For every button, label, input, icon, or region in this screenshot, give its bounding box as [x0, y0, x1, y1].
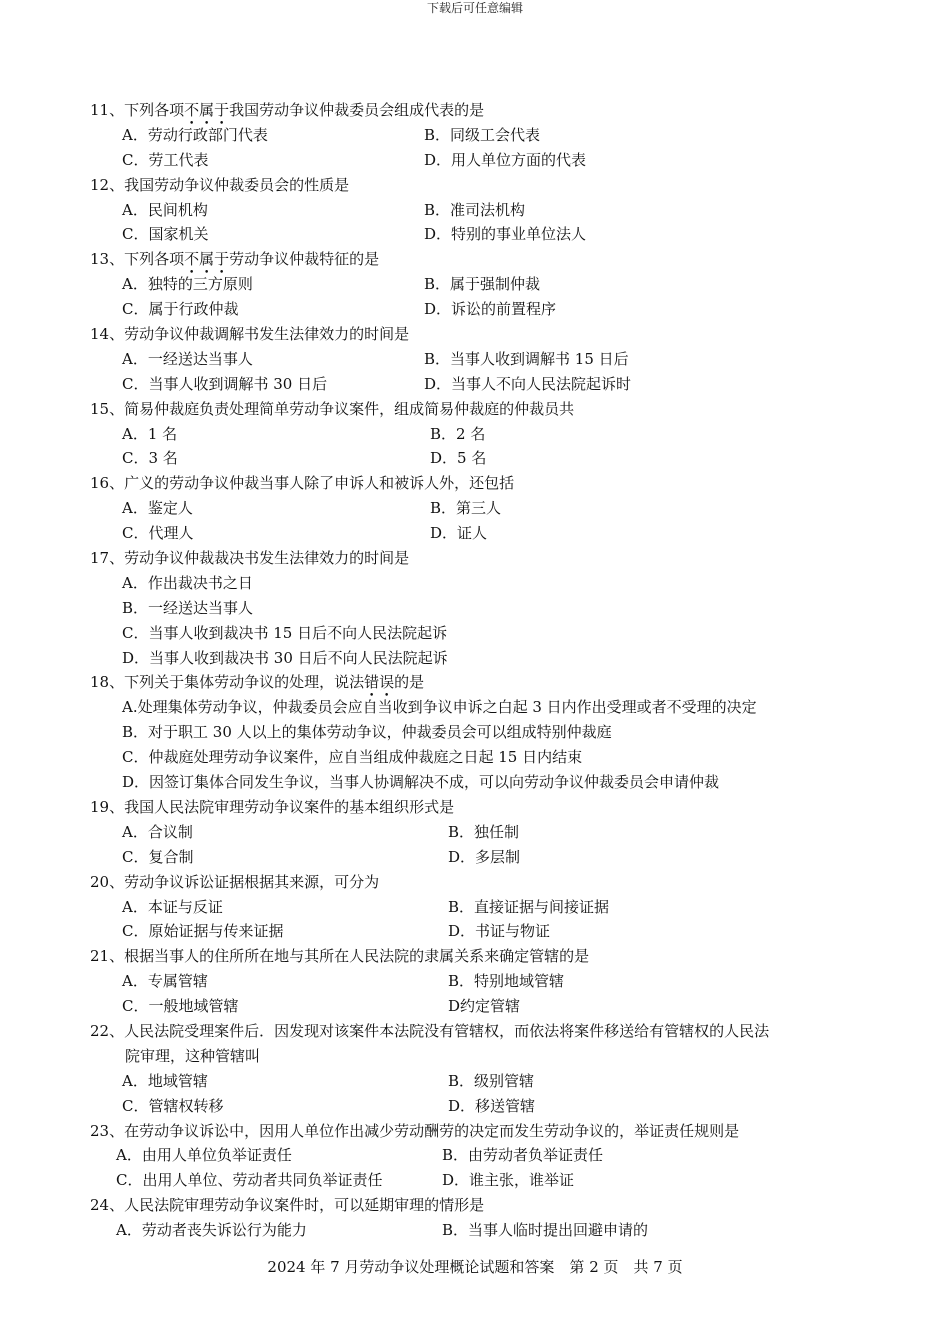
question-17-option-d: D．当事人收到裁决书 30 日后不向人民法院起诉 [122, 648, 448, 667]
question-20-options-row-1 [90, 895, 890, 920]
question-23-options-row-1 [90, 1143, 890, 1168]
option-d: D．谁主张，谁举证 [442, 1171, 575, 1190]
option-d: D．特别的事业单位法人 [424, 225, 587, 244]
question-23-stem: 23、在劳动争议诉讼中，因用人单位作出减少劳动酬劳的决定而发生劳动争议的，举证责任规则是 [90, 1121, 740, 1140]
question-22-options-row-1 [90, 1069, 890, 1094]
question-21-stem: 21、根据当事人的住所所在地与其所在人民法院的隶属关系来确定管辖的是 [90, 947, 590, 966]
question-22-options-row-2 [90, 1094, 890, 1119]
option-a: A．劳动者丧失诉讼行为能力 [116, 1221, 307, 1240]
option-c: C．代理人 [122, 524, 194, 543]
option-c: C．一般地域管辖 [122, 997, 239, 1016]
question-15-options-row-1 [90, 422, 890, 447]
option-b: B．直接证据与间接证据 [448, 897, 610, 916]
option-c: C．管辖权转移 [122, 1096, 224, 1115]
question-12-stem: 12、我国劳动争议仲裁委员会的性质是 [90, 175, 350, 194]
option-d: D约定管辖 [448, 997, 521, 1016]
question-17-option-a: A．作出裁决书之日 [122, 573, 253, 592]
question-18-stem: 18、下列关于集体劳动争议的处理，说法错误的是 [90, 673, 425, 692]
question-18-option-a: A.处理集体劳动争议，仲裁委员会应自当收到争议申诉之白起 3 日内作出受理或者不受理的决定 [122, 698, 757, 717]
option-b: B．特别地域管辖 [448, 972, 565, 991]
option-c: C．当事人收到调解书 30 日后 [122, 374, 328, 393]
page-header: 下载后可任意编辑 [426, 1, 523, 15]
question-23-options-row-2 [90, 1168, 890, 1193]
option-b: B．同级工会代表 [424, 125, 541, 144]
option-a: A．民间机构 [122, 200, 208, 219]
option-a: A．由用人单位负举证责任 [116, 1146, 292, 1165]
option-b: B．独任制 [448, 822, 520, 841]
question-20-stem: 20、劳动争议诉讼证据根据其来源，可分为 [90, 872, 380, 891]
option-d: D．多层制 [448, 847, 521, 866]
option-b: B．当事人收到调解书 15 日后 [424, 349, 629, 368]
question-list [90, 98, 890, 1243]
page-footer: 2024 年 7 月劳动争议处理概论试题和答案 第 2 页 共 7 页 [267, 1258, 683, 1276]
option-d: D．5 名 [430, 449, 487, 468]
question-22-stem: 22、人民法院受理案件后．因发现对该案件本法院没有管辖权，而依法将案件移送给有管辖权的人民法 [90, 1021, 770, 1040]
question-13-options-row-1 [90, 272, 890, 297]
question-18-option-c: C．仲裁庭处理劳动争议案件，应自当组成仲裁庭之日起 15 日内结束 [122, 748, 583, 767]
question-11-options-row-1 [90, 123, 890, 148]
question-24-options-row-1 [90, 1218, 890, 1243]
question-20-options-row-2 [90, 919, 890, 944]
question-19-stem: 19、我国人民法院审理劳动争议案件的基本组织形式是 [90, 797, 455, 816]
option-b: B．属于强制仲裁 [424, 275, 541, 294]
option-a: A．鉴定人 [122, 499, 193, 518]
option-d: D．证人 [430, 524, 488, 543]
question-21-options-row-2 [90, 994, 890, 1019]
question-24-stem: 24、人民法院审理劳动争议案件时，可以延期审理的情形是 [90, 1196, 485, 1215]
question-14-options-row-1 [90, 347, 890, 372]
question-14-options-row-2 [90, 372, 890, 397]
question-15-stem: 15、简易仲裁庭负责处理简单劳动争议案件，组成简易仲裁庭的仲裁员共 [90, 399, 575, 418]
option-a: A．劳动行政部门代表 [122, 125, 268, 144]
option-a: A．本证与反证 [122, 897, 223, 916]
question-18-option-b: B．对于职工 30 人以上的集体劳动争议，仲裁委员会可以组成特别仲裁庭 [122, 723, 612, 742]
question-13-options-row-2 [90, 297, 890, 322]
question-19-options-row-1 [90, 820, 890, 845]
option-d: D．当事人不向人民法院起诉时 [424, 374, 632, 393]
option-c: C．属于行政仲裁 [122, 300, 239, 319]
option-d: D．诉讼的前置程序 [424, 300, 557, 319]
emphasis-not: 不属于 [184, 250, 230, 269]
question-16-options-row-2 [90, 521, 890, 546]
option-a: A．独特的三方原则 [122, 275, 253, 294]
option-b: B．2 名 [430, 424, 486, 443]
question-15-options-row-2 [90, 446, 890, 471]
option-a: A．合议制 [122, 822, 193, 841]
question-13-stem: 13、下列各项不属于劳动争议仲裁特征的是 [90, 250, 380, 269]
question-14-stem: 14、劳动争议仲裁调解书发生法律效力的时间是 [90, 325, 410, 344]
option-c: C．3 名 [122, 449, 178, 468]
question-11-options-row-2 [90, 148, 890, 173]
question-17-option-c: C．当事人收到裁决书 15 日后不向人民法院起诉 [122, 623, 448, 642]
option-c: C．国家机关 [122, 225, 209, 244]
emphasis-not: 不属于 [184, 101, 230, 119]
option-b: B．第三人 [430, 499, 502, 518]
option-b: B．级别管辖 [448, 1071, 535, 1090]
question-17-option-b: B．一经送达当事人 [122, 598, 254, 617]
question-16-stem: 16、广义的劳动争议仲裁当事人除了申诉人和被诉人外，还包括 [90, 474, 515, 493]
option-d: D．移送管辖 [448, 1096, 536, 1115]
option-d: D．用人单位方面的代表 [424, 150, 587, 169]
option-b: B．准司法机构 [424, 200, 526, 219]
emphasis-wrong: 错误 [364, 673, 395, 692]
option-a: A．专属管辖 [122, 972, 208, 991]
option-c: C．劳工代表 [122, 150, 209, 169]
question-21-options-row-1 [90, 969, 890, 994]
option-a: A．1 名 [122, 424, 178, 443]
option-c: C．复合制 [122, 847, 194, 866]
question-17-stem: 17、劳动争议仲裁裁决书发生法律效力的时间是 [90, 549, 410, 568]
question-12-options-row-2 [90, 222, 890, 247]
option-a: A．一经送达当事人 [122, 349, 253, 368]
option-b: B．当事人临时提出回避申请的 [442, 1221, 649, 1240]
question-22-stem-continued: 院审理，这种管辖叫 [125, 1046, 261, 1065]
question-16-options-row-1 [90, 496, 890, 521]
option-b: B．由劳动者负举证责任 [442, 1146, 604, 1165]
question-11-stem: 11、下列各项不属于我国劳动争议仲裁委员会组成代表的是 [90, 101, 485, 119]
question-12-options-row-1 [90, 198, 890, 223]
option-d: D．书证与物证 [448, 922, 551, 941]
option-c: C．原始证据与传来证据 [122, 922, 284, 941]
question-18-option-d: D．因签订集体合同发生争议，当事人协调解决不成，可以向劳动争议仲裁委员会申请仲裁 [122, 773, 720, 792]
question-19-options-row-2 [90, 845, 890, 870]
option-c: C．出用人单位、劳动者共同负举证责任 [116, 1171, 383, 1190]
option-a: A．地域管辖 [122, 1071, 208, 1090]
